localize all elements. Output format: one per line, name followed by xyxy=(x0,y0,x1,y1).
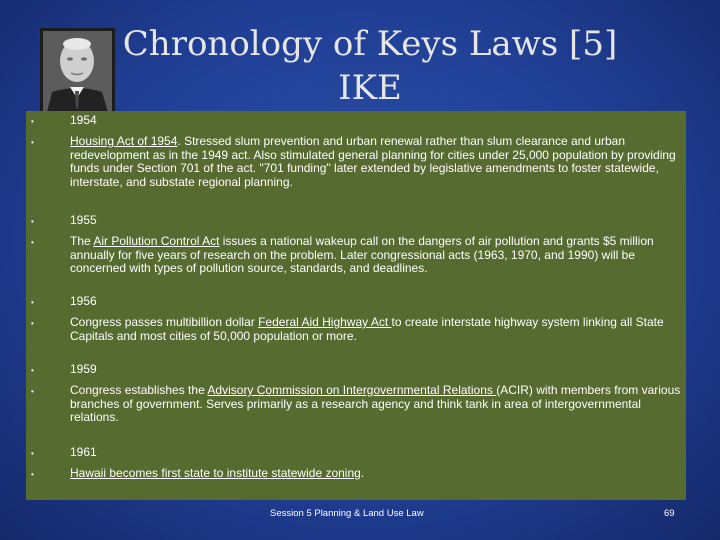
footer-label: Session 5 Planning & Land Use Law xyxy=(270,508,424,519)
entry-description xyxy=(70,235,684,276)
entry-description xyxy=(70,384,684,425)
entry-text: (ACIR) with members from various branches of government. Serves primarily as a research agency and think tank in area of intergovernmental relations. xyxy=(70,383,681,424)
hawaii-zoning-link[interactable]: Hawaii becomes first state to institute statewide zoning xyxy=(70,466,361,480)
entry-text: . Stressed slum prevention and urban renewal rather than slum clearance and urban redevelopment as in the 1949 act. Also stimulated general planning for cities under 25,000 population by providing funds under Section 701 of the act. "701 funding" later extended by legislative amendments to foster statewide, interstate, and substate regional planning. xyxy=(70,134,676,189)
title-line-2: IKE xyxy=(338,68,402,108)
bullet-icon: • xyxy=(31,117,34,126)
page-number: 69 xyxy=(664,508,675,519)
bullet-icon: • xyxy=(31,387,34,396)
entry-lead: Congress passes multibillion dollar xyxy=(70,315,259,329)
eisenhower-portrait xyxy=(40,28,115,116)
bullet-icon: • xyxy=(31,238,34,247)
entry-year: 1954 xyxy=(70,113,97,127)
bullet-icon: • xyxy=(31,298,34,307)
slide-title xyxy=(110,22,630,110)
entry-lead: Congress establishes the xyxy=(70,383,208,397)
bullet-icon: • xyxy=(31,138,34,147)
bullet-icon: • xyxy=(31,449,34,458)
entry-description xyxy=(70,135,684,189)
entry-year: 1961 xyxy=(70,445,97,459)
entry-text: issues a national wakeup call on the dangers of air pollution and grants $5 million annually for five years of research on the problem. Later congressional acts (1963, 1970, and 1990) will be concerned with types of pollution source, standards, and deadlines. xyxy=(70,234,654,275)
entry-lead: The xyxy=(70,234,94,248)
bullet-icon: • xyxy=(31,319,34,328)
entry-year: 1956 xyxy=(70,294,97,308)
entry-description xyxy=(70,467,684,481)
air-pollution-act-link[interactable]: Air Pollution Control Act xyxy=(93,234,220,248)
entry-year: 1959 xyxy=(70,362,97,376)
entry-text: to create interstate highway system linking all State Capitals and most cities of 50,000 population or more. xyxy=(70,315,664,343)
bullet-icon: • xyxy=(31,366,34,375)
entry-description xyxy=(70,316,684,343)
acir-link[interactable]: Advisory Commission on Intergovernmental Relations xyxy=(207,383,497,397)
entry-text: . xyxy=(360,466,365,480)
content-panel xyxy=(26,111,686,500)
bullet-icon: • xyxy=(31,217,34,226)
highway-act-link[interactable]: Federal Aid Highway Act xyxy=(258,315,392,329)
entry-year: 1955 xyxy=(70,213,97,227)
portrait-photo xyxy=(40,28,115,116)
bullet-icon: • xyxy=(31,470,34,479)
title-line-1: Chronology of Keys Laws [5] xyxy=(122,24,618,64)
housing-act-link[interactable]: Housing Act of 1954 xyxy=(70,134,178,148)
